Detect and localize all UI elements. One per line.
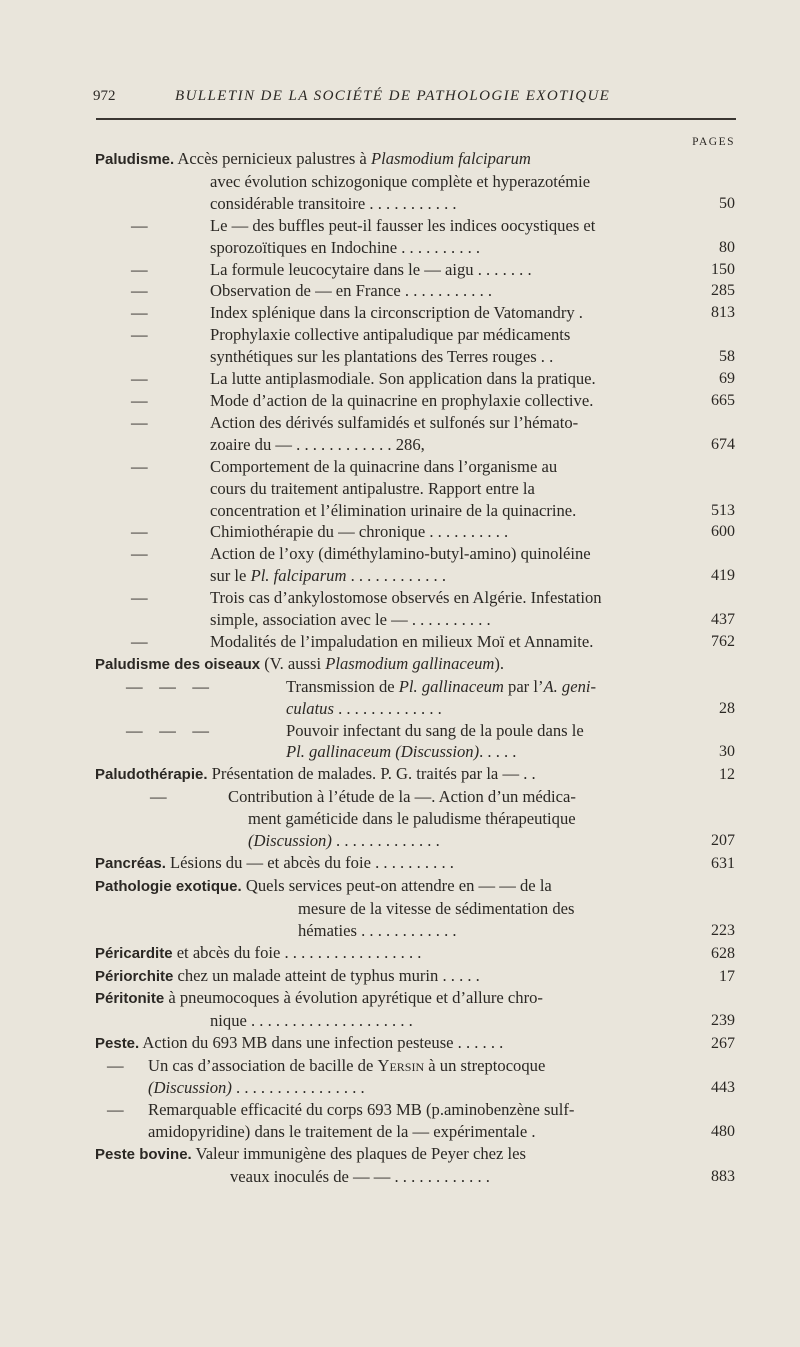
index-entry: [0, 280, 800, 302]
entry-text: Action du 693 MB dans une infection pesteuse . . . . . .: [139, 1033, 504, 1053]
page-reference: 665: [711, 391, 735, 409]
entry-text: zoaire du — . . . . . . . . . . . . 286,: [210, 434, 425, 454]
entry-text: Transmission de: [286, 676, 399, 696]
entry-text: ment gaméticide dans le paludisme thérapeutique: [248, 809, 576, 829]
entry-line: [0, 280, 705, 302]
index-entry: [0, 302, 800, 324]
page-reference: 80: [719, 238, 735, 256]
page-reference: 437: [711, 611, 735, 629]
ditto-dash: —: [131, 325, 148, 345]
index-entry: [0, 1032, 800, 1055]
index-entry: [0, 215, 800, 259]
entry-text: par l’: [503, 676, 544, 696]
entry-line: [0, 565, 705, 587]
entry-line: [0, 390, 705, 412]
index-entry: [0, 676, 800, 720]
entry-text: mesure de la vitesse de sédimentation des: [298, 898, 575, 918]
entry-line: [0, 1055, 705, 1077]
entry-text: Action des dérivés sulfamidés et sulfonés sur l’hémato-: [210, 412, 579, 432]
entry-text: sporozoïtiques en Indochine . . . . . . . . . .: [210, 237, 481, 257]
index-entry: [0, 852, 800, 875]
index-entry: [0, 653, 800, 676]
entry-text: . . . . .: [479, 742, 517, 762]
index-entry: [0, 324, 800, 368]
entry-text: Mode d’action de la quinacrine en prophylaxie collective.: [210, 390, 594, 410]
index-entry: [0, 942, 800, 965]
entry-keyword: Peste bovine.: [95, 1145, 192, 1163]
entry-text: Chimiothérapie du — chronique . . . . . . . . . .: [210, 522, 509, 542]
page-reference: 267: [711, 1035, 735, 1053]
index-entry: [0, 987, 800, 1032]
entry-line: [0, 920, 705, 942]
entry-keyword: Peste.: [95, 1035, 140, 1053]
italic-text: A. geni-: [543, 676, 597, 696]
entry-text: (V. aussi: [260, 653, 326, 673]
entry-line: [0, 898, 705, 920]
ditto-dash: —: [107, 1056, 124, 1076]
page-reference: 58: [719, 348, 735, 366]
entry-line: [0, 786, 705, 808]
entry-line: [0, 631, 705, 653]
index-entry: [0, 965, 800, 988]
entry-text: . . . . . . . . . . . . . . . .: [231, 1078, 365, 1098]
entry-keyword: Péricardite: [95, 944, 173, 962]
entry-text: à pneumocoques à évolution apyrétique et d’allure chro-: [164, 988, 543, 1008]
entry-text: Index splénique dans la circonscription de Vatomandry .: [210, 303, 583, 323]
ditto-dash: —: [131, 369, 148, 389]
page-reference: 443: [711, 1079, 735, 1097]
entry-text: à un streptocoque: [424, 1056, 546, 1076]
page-reference: 285: [711, 282, 735, 300]
page-reference: 12: [719, 766, 735, 784]
page-number: 972: [93, 88, 116, 104]
ditto-dash: —: [131, 544, 148, 564]
page-reference: 480: [711, 1122, 735, 1140]
entry-text: Présentation de malades. P. G. traités par la — . .: [207, 764, 536, 784]
index-entry: [0, 875, 800, 942]
index-entry: [0, 412, 800, 456]
entry-keyword: Paludisme des oiseaux: [95, 655, 261, 673]
ditto-dash: — — —: [126, 676, 209, 696]
page-reference: 762: [711, 632, 735, 650]
index-entry: [0, 1055, 800, 1099]
index-entry: [0, 368, 800, 390]
page-reference: 28: [719, 699, 735, 717]
entry-line: [0, 741, 705, 763]
entry-text: Observation de — en France . . . . . . . . . . .: [210, 281, 493, 301]
entry-text: sur le: [210, 566, 251, 586]
page-reference: 17: [719, 967, 735, 985]
entry-text: Pouvoir infectant du sang de la poule dans le: [286, 720, 584, 740]
entry-line: [0, 1099, 705, 1121]
italic-text: culatus: [286, 698, 334, 718]
page-reference: 674: [711, 435, 735, 453]
entry-text: . . . . . . . . . . . . .: [333, 698, 442, 718]
pages-column-label: PAGES: [692, 136, 735, 148]
entry-line: [0, 521, 705, 543]
entry-line: [0, 587, 705, 609]
entry-line: [0, 456, 705, 478]
page-reference: 207: [711, 832, 735, 850]
entry-line: [0, 500, 705, 522]
index-entry: [0, 1143, 800, 1188]
ditto-dash: —: [131, 456, 148, 476]
entry-text: Remarquable efficacité du corps 693 MB (p.aminobenzène sulf-: [148, 1099, 575, 1119]
entry-text: concentration et l’élimination urinaire de la quinacrine.: [210, 500, 577, 520]
entry-line: [0, 412, 705, 434]
entry-text: Un cas d’association de bacille de: [148, 1056, 378, 1076]
italic-text: Plasmodium falciparum: [370, 149, 531, 168]
entry-keyword: Pancréas.: [95, 855, 166, 872]
entry-line: [0, 653, 705, 676]
entry-line: [0, 171, 705, 193]
index-entry: [0, 786, 800, 852]
entry-line: [0, 1166, 705, 1188]
index-entry: [0, 456, 800, 522]
entry-text: chez un malade atteint de typhus murin . . . . .: [173, 965, 480, 985]
ditto-dash: —: [131, 522, 148, 542]
entry-text: Modalités de l’impaludation en milieux Moï et Annamite.: [210, 631, 594, 651]
entry-line: [0, 478, 705, 500]
ditto-dash: — — —: [126, 720, 209, 740]
entry-text: Contribution à l’étude de la —. Action d’un médica-: [228, 787, 576, 807]
page-reference: 600: [711, 523, 735, 541]
entry-text: La formule leucocytaire dans le — aigu . . . . . . .: [210, 259, 532, 279]
entry-line: [0, 609, 705, 631]
entry-text: simple, association avec le — . . . . . . . . . .: [210, 610, 491, 630]
italic-text: Pl. gallinaceum: [398, 676, 504, 696]
index-entry: [0, 631, 800, 653]
index-entry: [0, 720, 800, 764]
entry-line: [0, 965, 705, 988]
entry-text: Accès pernicieux palustres à: [174, 149, 371, 168]
page-reference: 239: [711, 1012, 735, 1030]
entry-text: avec évolution schizogonique complète et hyperazotémie: [210, 171, 591, 191]
entry-text: ).: [494, 653, 505, 673]
entry-keyword: Péritonite: [95, 990, 165, 1008]
entry-line: [0, 324, 705, 346]
entry-keyword: Pathologie exotique.: [95, 877, 242, 895]
page-reference: 628: [711, 944, 735, 962]
header-rule: [96, 118, 736, 120]
entry-text: Quels services peut-on attendre en — — de la: [241, 875, 552, 895]
entry-line: [0, 698, 705, 720]
page-reference: 223: [711, 921, 735, 939]
entry-text: Trois cas d’ankylostomose observés en Algérie. Infestation: [210, 588, 602, 608]
entry-text: Valeur immunigène des plaques de Peyer chez les: [191, 1143, 526, 1163]
entry-line: [0, 193, 705, 215]
index-entry: [0, 148, 800, 215]
italic-text: (Discussion): [248, 831, 332, 851]
entry-line: [0, 987, 705, 1010]
entry-text: nique . . . . . . . . . . . . . . . . . . . .: [210, 1011, 413, 1031]
entry-text: . . . . . . . . . . . .: [346, 566, 446, 586]
index-entries: [0, 148, 800, 1188]
entry-line: [0, 1032, 705, 1055]
entry-line: [0, 368, 705, 390]
ditto-dash: —: [107, 1099, 124, 1119]
ditto-dash: —: [131, 631, 148, 651]
index-entry: [0, 390, 800, 412]
entry-text: Yersin: [377, 1056, 425, 1076]
entry-line: [0, 259, 705, 281]
index-entry: [0, 763, 800, 786]
entry-text: hématies . . . . . . . . . . . .: [298, 920, 457, 940]
page-reference: 150: [711, 260, 735, 278]
entry-text: Prophylaxie collective antipaludique par médicaments: [210, 325, 571, 345]
entry-line: [0, 808, 705, 830]
entry-line: [0, 852, 705, 875]
index-entry: [0, 543, 800, 587]
entry-keyword: Périorchite: [95, 967, 174, 985]
entry-line: [0, 720, 705, 742]
ditto-dash: —: [131, 215, 148, 235]
entry-line: [0, 1010, 705, 1032]
entry-text: synthétiques sur les plantations des Terres rouges . .: [210, 347, 554, 367]
entry-line: [0, 215, 705, 237]
entry-line: [0, 434, 705, 456]
page-reference: 883: [711, 1167, 735, 1185]
entry-line: [0, 1077, 705, 1099]
page-reference: 419: [711, 567, 735, 585]
page-reference: 30: [719, 743, 735, 761]
entry-line: [0, 346, 705, 368]
entry-line: [0, 1143, 705, 1166]
italic-text: Pl. gallinaceum (Discussion): [286, 742, 480, 762]
entry-line: [0, 942, 705, 965]
italic-text: Plasmodium gallinaceum: [325, 653, 495, 673]
entry-text: et abcès du foie . . . . . . . . . . . . . . . . .: [172, 942, 422, 962]
ditto-dash: —: [150, 787, 167, 807]
entry-text: . . . . . . . . . . . . .: [331, 831, 440, 851]
ditto-dash: —: [131, 588, 148, 608]
index-entry: [0, 259, 800, 281]
entry-line: [0, 676, 705, 698]
ditto-dash: —: [131, 259, 148, 279]
entry-line: [0, 875, 705, 898]
ditto-dash: —: [131, 412, 148, 432]
entry-line: [0, 543, 705, 565]
index-entry: [0, 1099, 800, 1143]
entry-text: amidopyridine) dans le traitement de la — expérimentale .: [148, 1121, 536, 1141]
page-reference: 69: [719, 370, 735, 388]
page-reference: 50: [719, 194, 735, 212]
entry-text: veaux inoculés de — — . . . . . . . . . . . .: [230, 1166, 490, 1186]
entry-line: [0, 302, 705, 324]
entry-line: [0, 1121, 705, 1143]
ditto-dash: —: [131, 390, 148, 410]
ditto-dash: —: [131, 303, 148, 323]
entry-text: considérable transitoire . . . . . . . . . . .: [210, 193, 457, 213]
entry-line: [0, 830, 705, 852]
italic-text: Pl. falciparum: [250, 566, 347, 586]
entry-text: Le — des buffles peut-il fausser les indices oocystiques et: [210, 215, 596, 235]
entry-text: cours du traitement antipalustre. Rapport entre la: [210, 478, 535, 498]
index-entry: [0, 587, 800, 631]
entry-text: La lutte antiplasmodiale. Son application dans la pratique.: [210, 369, 596, 389]
page-reference: 513: [711, 501, 735, 519]
italic-text: (Discussion): [148, 1078, 232, 1098]
entry-keyword: Paludothérapie.: [95, 766, 208, 784]
page-reference: 631: [711, 855, 735, 872]
index-entry: [0, 521, 800, 543]
journal-title: BULLETIN DE LA SOCIÉTÉ DE PATHOLOGIE EXOTIQUE: [175, 88, 611, 104]
entry-keyword: Paludisme.: [95, 151, 175, 168]
page-reference: 813: [711, 304, 735, 322]
entry-text: Action de l’oxy (diméthylamino-butyl-amino) quinoléine: [210, 544, 591, 564]
ditto-dash: —: [131, 281, 148, 301]
entry-text: Comportement de la quinacrine dans l’organisme au: [210, 456, 558, 476]
entry-text: Lésions du — et abcès du foie . . . . . . . . . .: [165, 853, 454, 872]
entry-line: [0, 148, 705, 171]
entry-line: [0, 237, 705, 259]
entry-line: [0, 763, 705, 786]
